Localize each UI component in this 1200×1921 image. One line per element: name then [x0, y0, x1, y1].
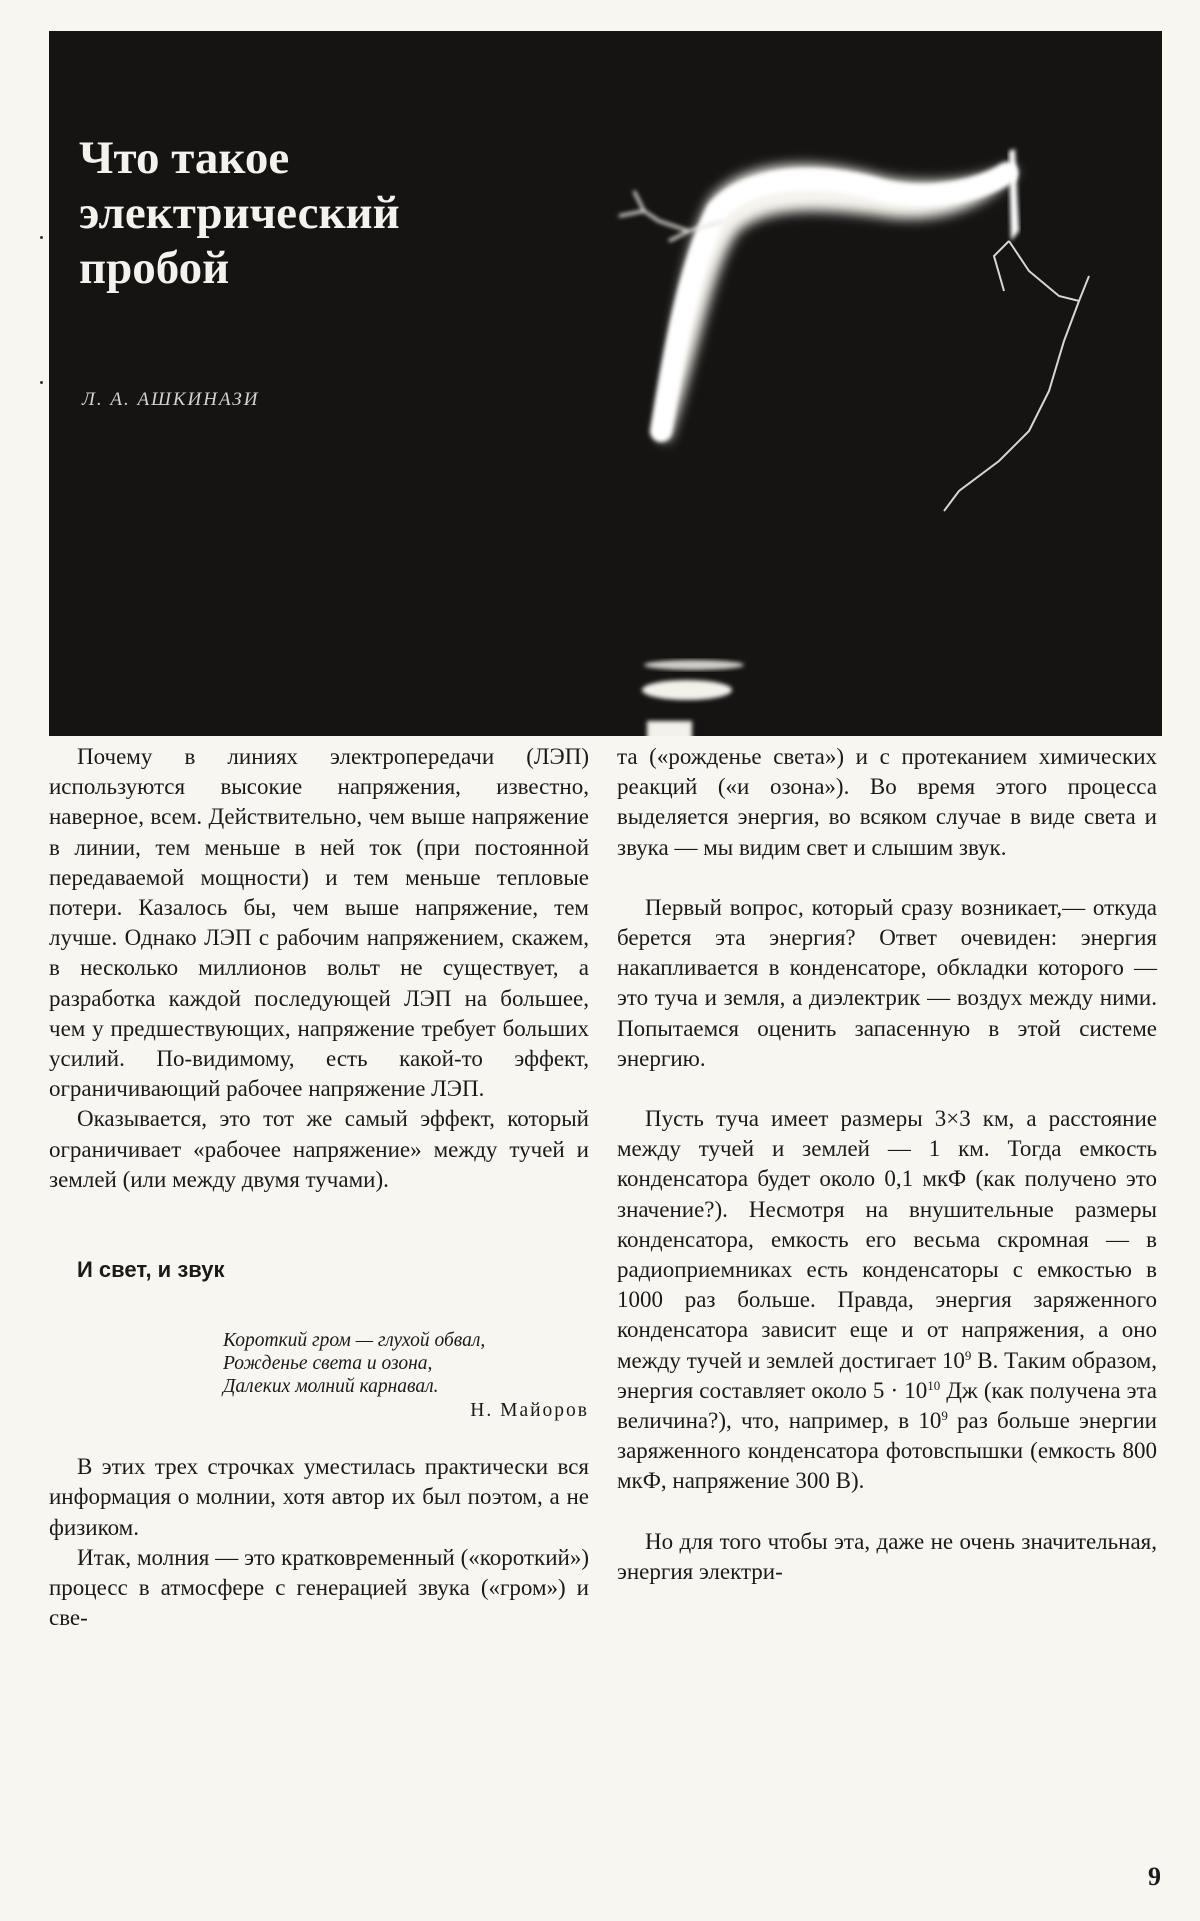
section-heading: И свет, и звук — [77, 1257, 225, 1283]
page-number: 9 — [1148, 1862, 1161, 1891]
text-run: Дж (как получена эта величина?), что, например, в — [617, 1377, 1158, 1434]
spacer — [49, 1195, 589, 1255]
epigraph-line: Рожденье света и озона, — [223, 1353, 433, 1375]
paragraph: Итак, молния — это кратковременный («короткий») процесс в атмосфере с генерацией звука («гром») и све- — [49, 1544, 589, 1631]
paragraph: Почему в линиях электропередачи (ЛЭП) используются высокие напряжения, известно, наверное, всем. Действительно, чем выше напряжение в линии, тем меньше в ней ток (при постоянной передаваемой мощности) и тем меньше тепловые потери. Казалось бы, чем выше напряжение, тем лучше. Однако ЛЭП с рабочим напряжением, скажем, в несколько миллионов вольт не существует, а разработка каждой последующей ЛЭП на большее, чем у предшествующих, напряжение требует больших усилий. По-видимому, есть какой-то эффект, ограничивающий рабочее напряжение ЛЭП. — [49, 744, 589, 1102]
text-run: Пусть туча имеет размеры 3×3 км, а расстояние между тучей и землей — 1 км. Тогда емкость конденсатора будет около 0,1 мкФ (как получено это значение?). Несмотря на внушительные размеры конденсатора, емкость его весьма скромная — в радиоприемниках есть конденсаторы с емкостью в 1000 раз больше. Правда, энергия заряженного конденсатора зависит еще и от напряжения, а оно между тучей и землей достигает — [617, 1106, 1157, 1373]
paragraph: Оказывается, это тот же самый эффект, который ограничивает «рабочее напряжение» между тучей и землей (или между двумя тучами). — [49, 1106, 589, 1192]
spacer — [49, 1422, 589, 1452]
text-run: В. Таким образом, энергия составляет около 5 · — [617, 1347, 1157, 1403]
power-base: 10 — [941, 1347, 965, 1373]
article-title — [79, 131, 400, 296]
spacer — [617, 1497, 1157, 1527]
scan-speck — [40, 236, 43, 239]
paragraph: та («рожденье света») и с протеканием химических реакций («и озона»). Во время этого процесса выделяется энергия, во всяком случае в виде света и звука — мы видим свет и слышим звук. — [617, 744, 1157, 860]
epigraph — [223, 1329, 589, 1422]
exponent: 10 — [927, 1377, 941, 1393]
right-column — [617, 742, 1157, 1587]
spacer — [617, 863, 1157, 893]
left-column — [49, 742, 589, 1633]
spacer — [617, 1074, 1157, 1104]
epigraph-poet: Н. Майоров — [470, 1400, 589, 1422]
paragraph: Но для того чтобы эта, даже не очень значительная, энергия электри- — [617, 1528, 1157, 1584]
paragraph: Первый вопрос, который сразу возникает,— откуда берется эта энергия? Ответ очевиден: энергия накапливается в конденсаторе, обкладки которого — это туча и земля, а диэлектрик — воздух между ними. Попытаемся оценить запасенную в этой системе энергию. — [617, 894, 1157, 1071]
power-base: 10 — [904, 1377, 928, 1403]
exponent: 9 — [941, 1408, 948, 1424]
scan-speck — [40, 381, 43, 384]
title-line-2: электрический — [79, 187, 400, 239]
power-base: 10 — [918, 1408, 942, 1434]
text-run: раз больше энергии заряженного конденсатора фотовспышки (емкость 800 мкФ, напряжение 300 В). — [617, 1408, 1157, 1494]
reflection-2 — [642, 680, 732, 700]
lightning-photo — [49, 31, 1162, 736]
author-byline: Л. А. АШКИНАЗИ — [82, 389, 260, 410]
paragraph: В этих трех строчках уместилась практически вся информация о молнии, хотя автор их был поэтом, а не физиком. — [49, 1454, 589, 1540]
exponent: 9 — [964, 1347, 972, 1363]
paragraph — [617, 1104, 1157, 1497]
epigraph-line: Далеких молний карнавал. — [223, 1376, 439, 1398]
epigraph-line: Короткий гром — глухой обвал, — [223, 1330, 486, 1352]
title-line-1: Что такое — [79, 132, 290, 184]
title-line-3: пробой — [79, 242, 230, 294]
reflection-1 — [644, 660, 744, 670]
lightning-right-end — [1009, 149, 1019, 241]
lightning-right-branch — [944, 241, 1089, 511]
reflection-3 — [647, 721, 692, 736]
